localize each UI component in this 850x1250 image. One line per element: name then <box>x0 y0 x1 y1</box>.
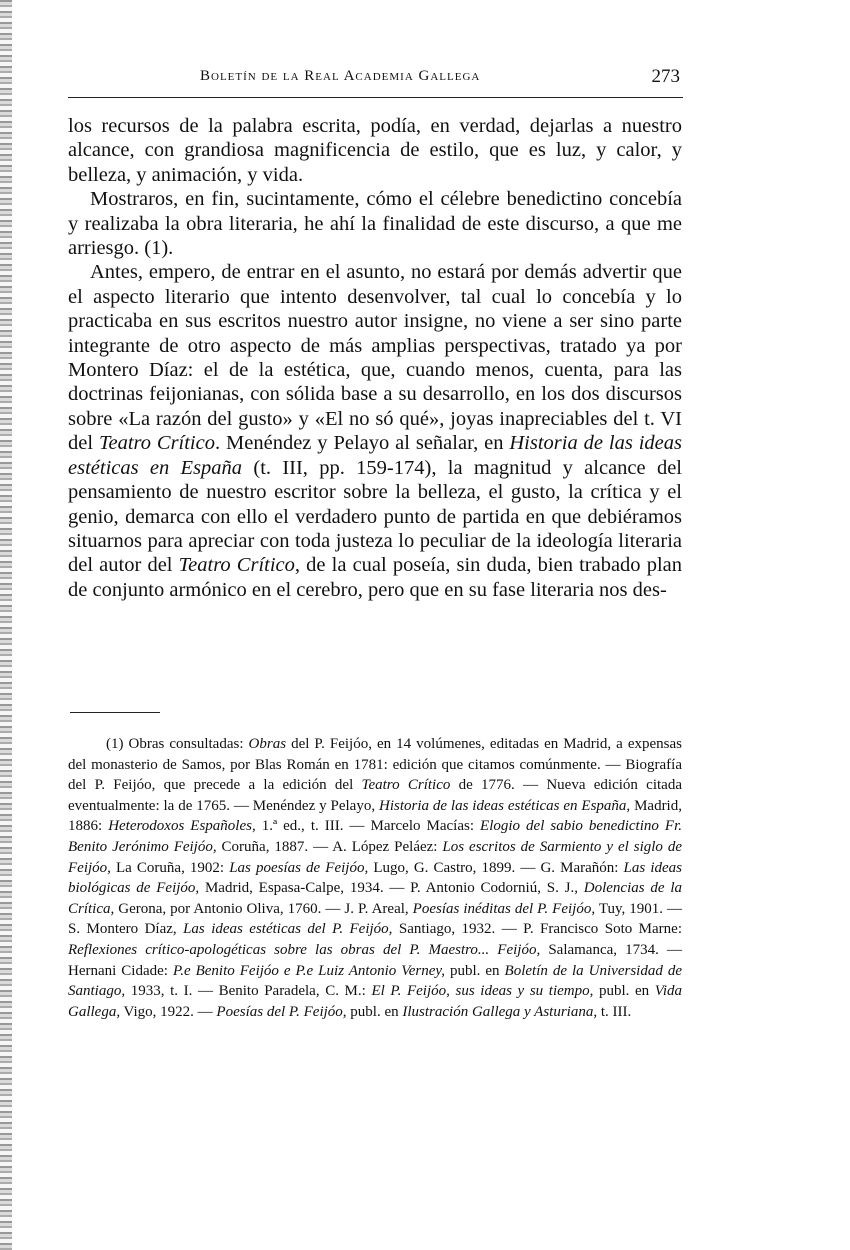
text-run: 1.ª ed., t. III. — Marcelo Macías: <box>255 818 481 835</box>
text-run: publ. en <box>593 983 655 1000</box>
italic-text-run: Las poesías de Feijóo, <box>229 859 369 876</box>
text-run: Vigo, 1922. — <box>120 1003 217 1020</box>
text-run: Tuy, 1901. — S. Montero Díaz, <box>68 900 683 938</box>
italic-text-run: El P. Feijóo, sus ideas y su tiempo, <box>371 983 594 1000</box>
italic-text-run: Los escritos de Sarmiento y el siglo de Feijóo, <box>68 838 683 876</box>
italic-text-run: Teatro Crítico <box>98 432 215 455</box>
italic-text-run: Poesías inéditas del P. Feijóo, <box>412 900 596 917</box>
body-paragraph <box>68 260 682 602</box>
text-run: (t. III, pp. 159-174), la magnitud y alcance del pensamiento de nuestro escritor sobre la belleza, el gusto, la crítica y el genio, demarca con ello el verdadero punto de partida en que debiéramos situarnos para apreciar con toda justeza lo peculiar de la ideología literaria del autor del <box>68 456 682 577</box>
italic-text-run: Teatro Crítico <box>178 554 295 577</box>
italic-text-run: Heterodoxos Españoles, <box>108 818 256 835</box>
page-number: 273 <box>651 66 680 87</box>
text-run: los recursos de la palabra escrita, podía, en verdad, dejarlas a nuestro alcance, con grandiosa magnificencia de estilo, que es luz, y calor, y belleza, y animación, y vida. <box>68 115 682 186</box>
italic-text-run: Historia de las ideas estéticas en España <box>68 432 682 479</box>
scanned-binding-edge <box>0 0 12 1250</box>
text-run: 1933, t. I. — Benito Paradela, C. M.: <box>125 983 372 1000</box>
italic-text-run: Teatro Crítico <box>361 777 451 794</box>
text-run: , de la cual poseía, sin duda, bien trabado plan de conjunto armónico en el cerebro, pero que en su fase literaria nos des- <box>68 554 682 601</box>
body-paragraph <box>68 187 682 260</box>
italic-text-run: Boletín de la Universidad de Santiago, <box>68 962 682 1000</box>
footnotes <box>68 734 682 1022</box>
italic-text-run: Las ideas biológicas de Feijóo, <box>68 859 682 897</box>
italic-text-run: Vida Gallega, <box>68 983 683 1020</box>
text-run: Lugo, G. Castro, 1899. — G. Marañón: <box>368 859 624 876</box>
text-run: La Coruña, 1902: <box>110 859 230 876</box>
italic-text-run: P.e Benito Feijóo e P.e Luiz Antonio Verney, <box>172 962 445 979</box>
text-run: Coruña, 1887. — A. López Peláez: <box>216 838 443 855</box>
text-run: publ. en <box>346 1003 403 1020</box>
text-run: Mostraros, en fin, sucintamente, cómo el célebre benedictino concebía y realizaba la obra literaria, he ahí la finalidad de este discurso, a que me arriesgo. (1). <box>68 188 682 260</box>
running-head: Boletín de la Real Academia Gallega <box>200 68 481 84</box>
page-header <box>200 66 680 96</box>
footnote-1 <box>68 734 682 1022</box>
footnote-rule <box>70 712 160 713</box>
text-run: t. III. <box>597 1003 632 1020</box>
italic-text-run: Reflexiones crítico-apologéticas sobre las obras del P. Maestro... Feijóo, <box>68 941 541 958</box>
text-run: Madrid, Espasa-Calpe, 1934. — P. Antonio Codorniú, S. J., <box>199 880 584 897</box>
text-run: Salamanca, 1734. — Hernani Cidade: <box>68 941 683 979</box>
italic-text-run: Las ideas estéticas del P. Feijóo, <box>183 921 393 938</box>
text-run: Antes, empero, de entrar en el asunto, no estará por demás advertir que el aspecto literario que intento desenvolver, tal cual lo concebía y lo practicaba en sus escritos nuestro autor insigne, no viene a ser sino parte integrante de otro aspecto de más amplias perspectivas, tratado ya por Montero Díaz: el de la estética, que, cuando menos, cuenta, para las doctrinas feijonianas, con sólida base a su desarrollo, en los dos discursos sobre «La razón del gusto» y «El no só qué», joyas inapreciables del t. VI del <box>68 261 682 455</box>
body-text <box>68 114 682 602</box>
text-run: del P. Feijóo, en 14 volúmenes, editadas en Madrid, a expensas del monasterio de Samos, por Blas Román en 1781: edición que citamos comúnmente. — Biografía del P. Feijóo, que precede a la edición del <box>68 736 682 794</box>
text-run: (1) Obras consultadas: <box>106 736 249 752</box>
text-run: publ. en <box>444 962 505 979</box>
header-rule <box>68 97 683 98</box>
italic-text-run: Historia de las ideas estéticas en España, <box>378 797 631 814</box>
text-run: de 1776. — Nueva edición citada eventualmente: la de 1765. — Menéndez y Pelayo, <box>68 777 682 814</box>
italic-text-run: Ilustración Gallega y Asturiana, <box>402 1003 598 1020</box>
body-paragraph <box>68 114 682 187</box>
text-run: Madrid, 1886: <box>68 797 682 835</box>
italic-text-run: Dolencias de la Crítica, <box>68 880 682 917</box>
text-run: Gerona, por Antonio Oliva, 1760. — J. P. Areal, <box>114 900 413 917</box>
italic-text-run: Obras <box>248 736 287 752</box>
text-run: Santiago, 1932. — P. Francisco Soto Marne: <box>392 921 682 938</box>
text-run: . Menéndez y Pelayo al señalar, en <box>214 432 510 455</box>
italic-text-run: Elogio del sabio benedictino Fr. Benito Jerónimo Feijóo, <box>68 818 682 855</box>
italic-text-run: Poesías del P. Feijóo, <box>216 1003 347 1020</box>
